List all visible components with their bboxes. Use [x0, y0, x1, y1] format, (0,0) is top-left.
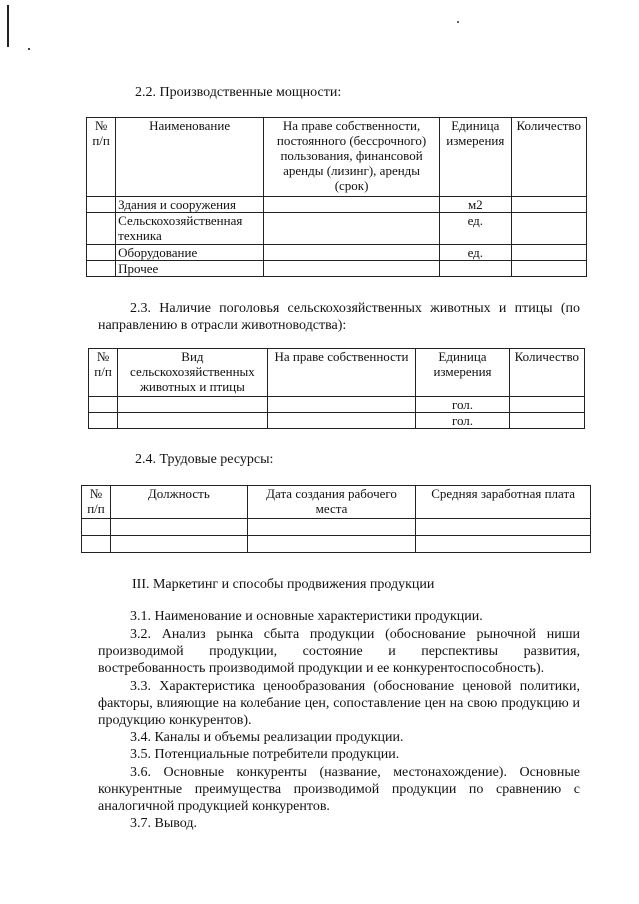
row-unit: ед.: [440, 245, 511, 261]
col-header-ownership: На праве собственности: [267, 349, 416, 397]
col-header-species: Вид сельскохозяйственных животных и птицы: [118, 349, 268, 397]
row-name: Прочее: [116, 261, 264, 277]
livestock-table: [88, 348, 585, 429]
section-3-title: III. Маркетинг и способы продвижения продукции: [132, 577, 435, 592]
list-item: 3.6. Основные конкуренты (название, местонахождение). Основные конкурентные преимущества производимой продукции по сравнению с аналогичной продукцией конкурентов.: [98, 765, 580, 814]
list-item: 3.1. Наименование и основные характеристики продукции.: [130, 609, 483, 624]
col-header-number: № п/п: [87, 118, 116, 197]
table-header-row: [82, 486, 591, 519]
table-header-row: [89, 349, 585, 397]
scan-dot: [28, 48, 30, 50]
table-row: [87, 261, 587, 277]
scan-mark: [7, 5, 9, 47]
list-item: 3.2. Анализ рынка сбыта продукции (обоснование рыночной ниши производимой продукции, состояние и перспективы развития, востребованность производимой продукции и ее конкурентоспособность).: [98, 627, 580, 676]
list-item: 3.3. Характеристика ценообразования (обоснование ценовой политики, факторы, влияющие на колебание цен, сопоставление цен на свою продукцию и продукцию конкурентов).: [98, 679, 580, 728]
row-unit: [440, 261, 511, 277]
table-row: [82, 536, 591, 553]
capacity-table: [86, 117, 587, 277]
col-header-number: № п/п: [89, 349, 118, 397]
list-item: 3.5. Потенциальные потребители продукции.: [130, 747, 400, 762]
row-unit: м2: [440, 197, 511, 213]
section-2-3-title: 2.3. Наличие поголовья сельскохозяйственных животных и птицы (по направлению в отрасли животноводства):: [98, 301, 580, 333]
scan-dot: [457, 21, 459, 23]
table-row: [87, 245, 587, 261]
table-header-row: [87, 118, 587, 197]
col-header-unit: Единица измерения: [416, 349, 509, 397]
col-header-name: Наименование: [116, 118, 264, 197]
table-row: [87, 197, 587, 213]
row-unit: гол.: [416, 397, 509, 413]
row-name: Сельскохозяйственная техника: [116, 213, 264, 245]
row-unit: ед.: [440, 213, 511, 245]
section-2-2-title: 2.2. Производственные мощности:: [135, 85, 342, 100]
table-row: [82, 519, 591, 536]
col-header-position: Должность: [110, 486, 247, 519]
row-unit: гол.: [416, 413, 509, 429]
list-item: 3.4. Каналы и объемы реализации продукции.: [130, 730, 404, 745]
list-item: 3.7. Вывод.: [130, 816, 197, 831]
section-2-4-title: 2.4. Трудовые ресурсы:: [135, 452, 274, 467]
col-header-number: № п/п: [82, 486, 111, 519]
table-row: [87, 213, 587, 245]
col-header-ownership: На праве собственности, постоянного (бессрочного) пользования, финансовой аренды (лизинг), аренды (срок): [264, 118, 440, 197]
labor-table: [81, 485, 591, 553]
col-header-unit: Единица измерения: [440, 118, 511, 197]
table-row: [89, 397, 585, 413]
col-header-date: Дата создания рабочего места: [247, 486, 416, 519]
col-header-salary: Средняя заработная плата: [416, 486, 591, 519]
col-header-quantity: Количество: [511, 118, 586, 197]
table-row: [89, 413, 585, 429]
row-name: Оборудование: [116, 245, 264, 261]
col-header-quantity: Количество: [509, 349, 584, 397]
row-name: Здания и сооружения: [116, 197, 264, 213]
